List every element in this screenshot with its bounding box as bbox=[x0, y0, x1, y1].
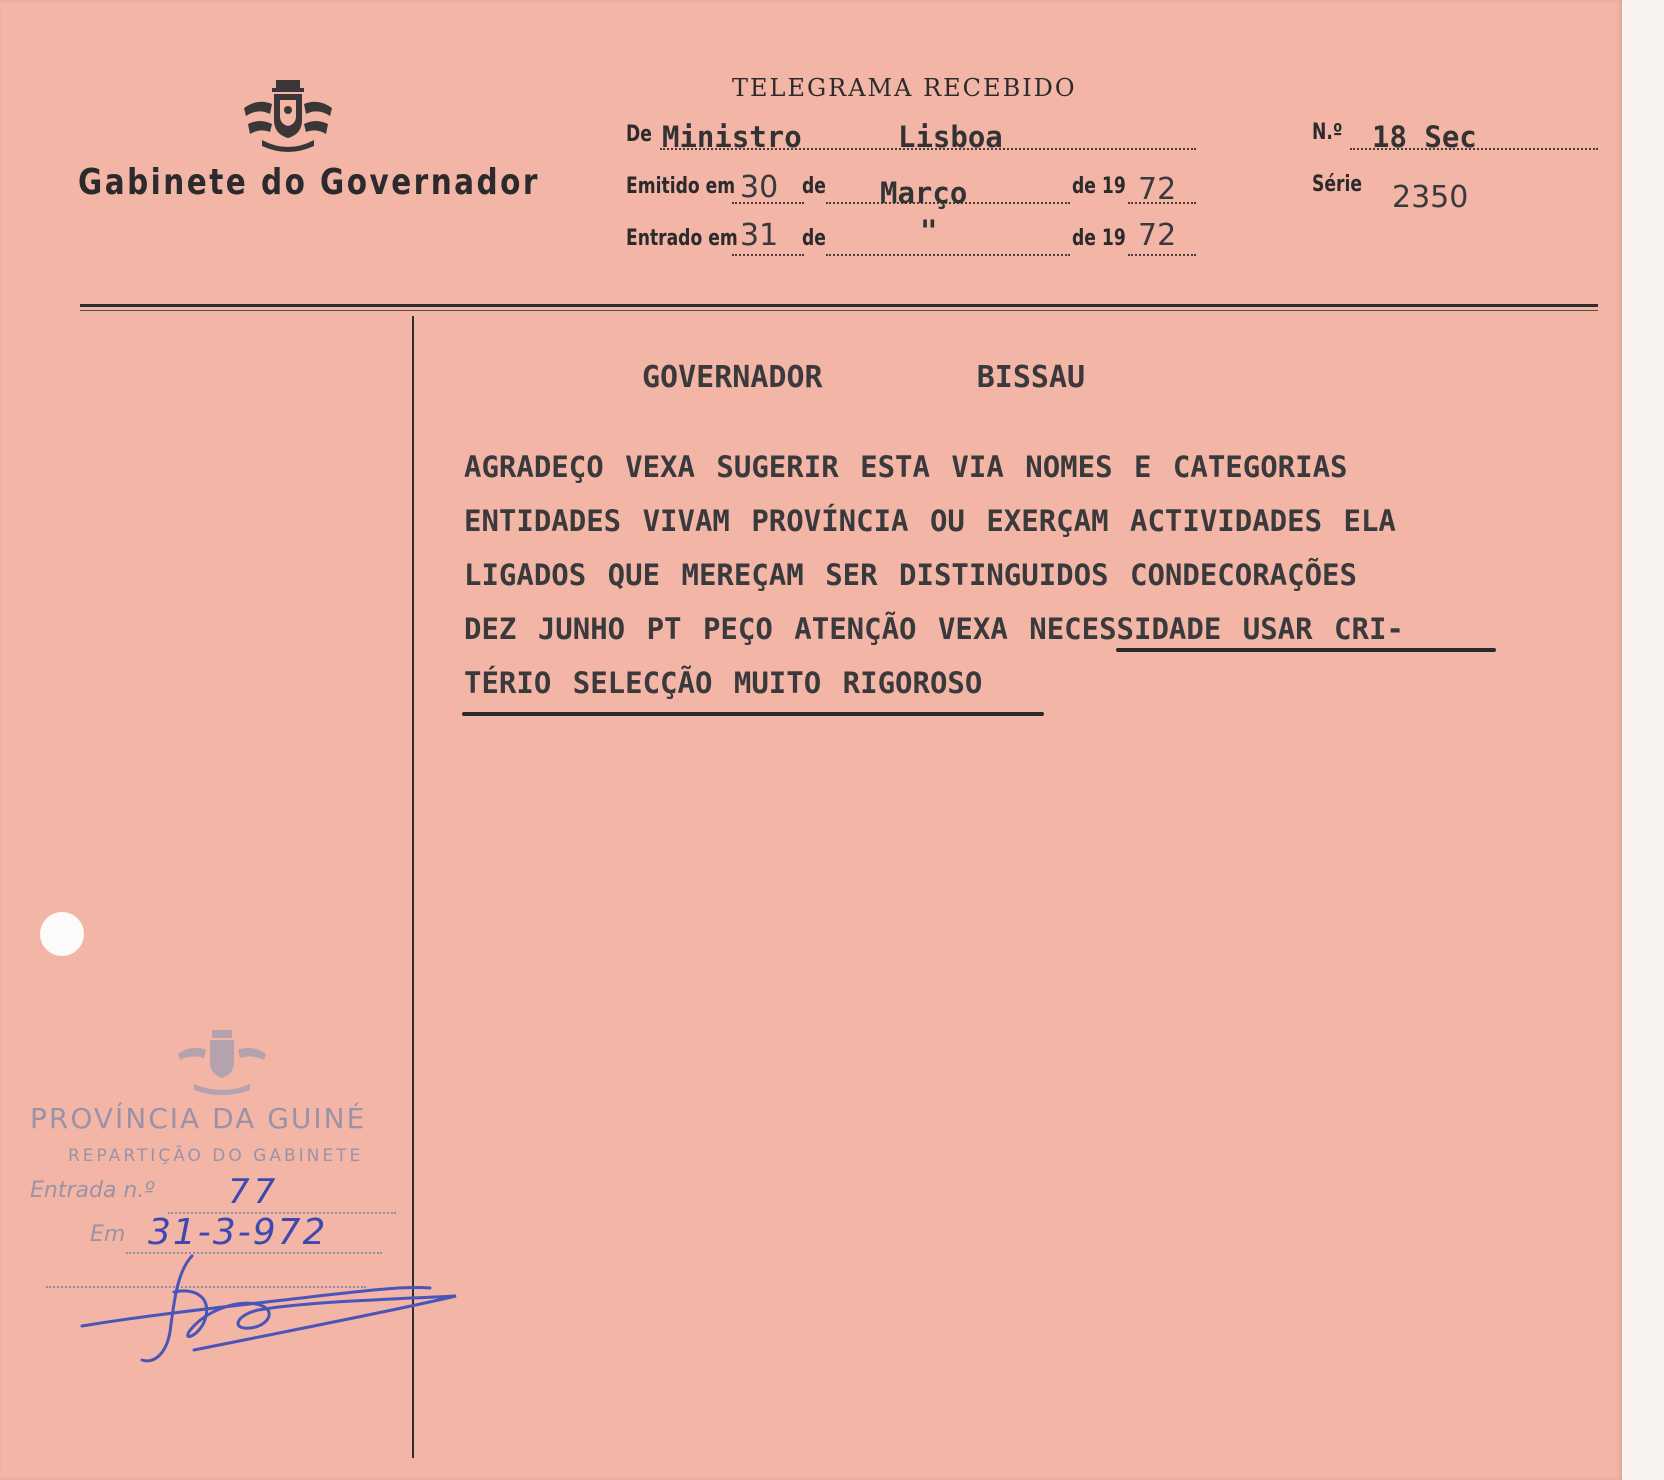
message-line: LIGADOS QUE MEREÇAM SER DISTINGUIDOS CONDECORAÇÕES bbox=[464, 558, 1357, 592]
emitido-day: 30 bbox=[740, 170, 779, 205]
stamp-province: PROVÍNCIA DA GUINÉ bbox=[30, 1102, 367, 1135]
underline-mark bbox=[1116, 648, 1496, 652]
header-divider-thin bbox=[80, 310, 1598, 311]
stamp-entry-label: Entrada n.º bbox=[30, 1178, 155, 1203]
stamp-date-label: Em bbox=[90, 1222, 126, 1247]
addressee: GOVERNADOR bbox=[642, 360, 823, 395]
signature-icon bbox=[74, 1240, 464, 1370]
sender-value: Ministro bbox=[662, 120, 802, 154]
stamp-date-value: 31-3-972 bbox=[148, 1212, 328, 1253]
entrado-year: 72 bbox=[1138, 218, 1177, 253]
emitido-label: Emitido em bbox=[626, 174, 736, 199]
sender-place: Lisboa bbox=[898, 120, 1003, 154]
addressee-line bbox=[642, 360, 1085, 395]
header-divider bbox=[80, 304, 1598, 307]
number-value: 18 Sec bbox=[1372, 120, 1477, 154]
emitido-year: 72 bbox=[1138, 172, 1177, 207]
stamp-entry-number: 77 bbox=[228, 1172, 280, 1212]
entrado-label: Entrado em bbox=[626, 226, 738, 251]
message-line: TÉRIO SELECÇÃO MUITO RIGOROSO bbox=[464, 666, 983, 700]
serie-label: Série bbox=[1312, 172, 1362, 197]
entrado-day-line bbox=[732, 254, 804, 256]
entrado-year-line bbox=[1128, 254, 1196, 256]
entrado-day: 31 bbox=[740, 218, 779, 253]
destination: BISSAU bbox=[976, 360, 1086, 395]
stamp-department: REPARTIÇÃO DO GABINETE bbox=[68, 1146, 364, 1166]
entrado-month-line bbox=[826, 254, 1070, 256]
de-word-1: de bbox=[802, 174, 826, 199]
underline-mark bbox=[462, 712, 1044, 716]
office-name: Gabinete do Governador bbox=[78, 162, 540, 203]
stamp-crest-icon bbox=[174, 1028, 270, 1098]
de-label: De bbox=[626, 122, 652, 147]
de-word-2: de bbox=[802, 226, 826, 251]
serie-value: 2350 bbox=[1392, 180, 1469, 215]
punch-hole bbox=[40, 912, 84, 956]
entrado-month: " bbox=[920, 214, 938, 248]
number-label: N.º bbox=[1312, 120, 1343, 145]
form-title: TELEGRAMA RECEBIDO bbox=[732, 74, 1077, 102]
year-label-1: de 19 bbox=[1072, 174, 1126, 199]
message-line: DEZ JUNHO PT PEÇO ATENÇÃO VEXA NECESSIDADE USAR CRI- bbox=[464, 612, 1404, 646]
year-label-2: de 19 bbox=[1072, 226, 1126, 251]
coat-of-arms-icon bbox=[240, 78, 336, 154]
message-line: ENTIDADES VIVAM PROVÍNCIA OU EXERÇAM ACTIVIDADES ELA bbox=[464, 504, 1396, 538]
emitido-month: Março bbox=[880, 176, 968, 210]
message-line: AGRADEÇO VEXA SUGERIR ESTA VIA NOMES E CATEGORIAS bbox=[464, 450, 1348, 484]
